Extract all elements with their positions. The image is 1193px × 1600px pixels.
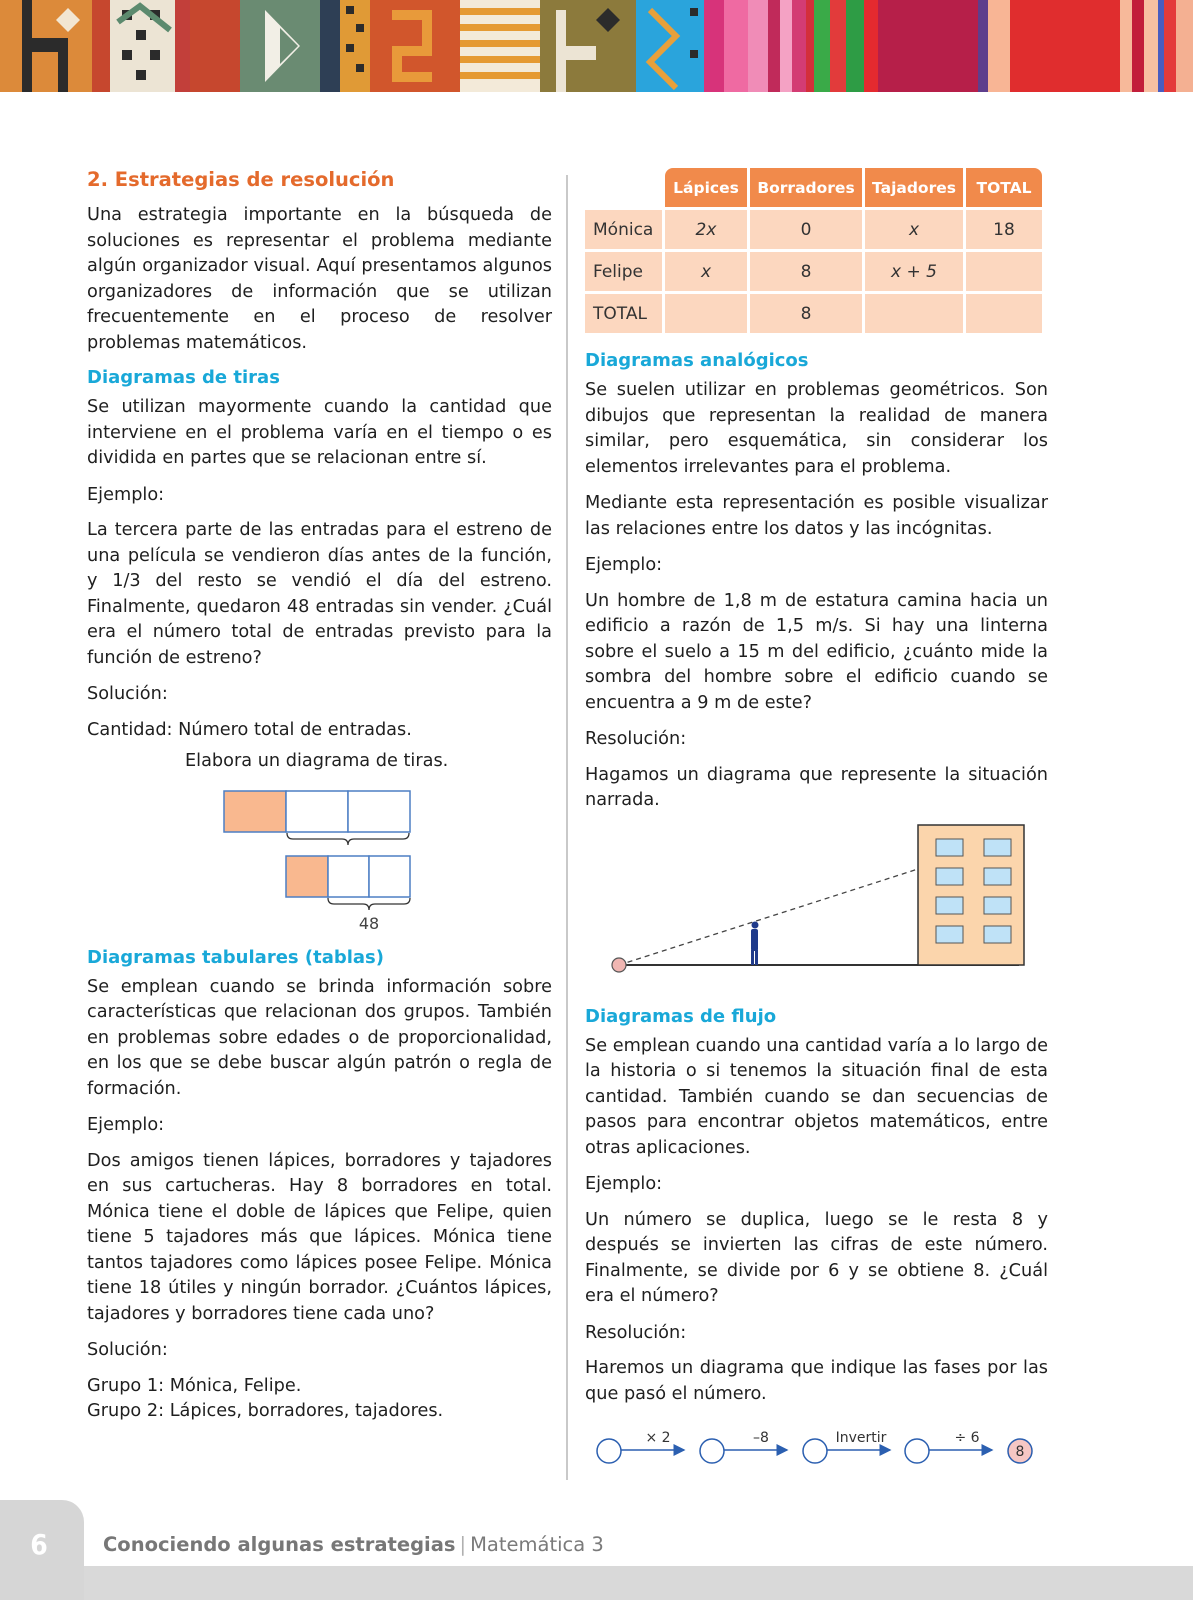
page-number: 6 (30, 1528, 48, 1561)
right-column (585, 168, 1048, 1467)
flow-resolution-label: Resolución: (585, 1322, 687, 1343)
table-row-header: TOTAL (585, 294, 662, 333)
strip-bottom-part (369, 856, 410, 897)
strip-diagrams-heading: Diagramas de tiras (87, 367, 280, 388)
footer-book-title: Matemática 3 (470, 1533, 604, 1556)
tabular-example-label: Ejemplo: (87, 1115, 165, 1135)
table-cell (665, 294, 747, 333)
man-figure (751, 921, 759, 965)
tabular-solution-label: Solución: (87, 1340, 168, 1360)
table-header-cell: Lápices (665, 168, 747, 207)
table-row-header: Mónica (585, 210, 662, 249)
flow-diagram (585, 1417, 1048, 1467)
strip-bottom-brace (328, 898, 410, 910)
flow-node (597, 1439, 621, 1463)
strip-solution-label: Solución: (87, 684, 168, 704)
strip-top-brace (287, 833, 409, 845)
table-cell: 18 (966, 210, 1042, 249)
analog-resolution-label: Resolución: (585, 729, 687, 749)
analog-diagram (585, 822, 1048, 982)
flow-diagrams-description: Se emplean cuando una cantidad varía a lo largo de la historia o si tenemos la situación final de esta cantidad. También cuando se dan secuencias de pasos para encontrar objetos matemáticos, entre otras aplicaciones. (585, 1035, 1048, 1158)
footer-text (103, 1533, 604, 1556)
flow-node (803, 1439, 827, 1463)
footer-bar (0, 1566, 1193, 1600)
analog-diagrams-heading: Diagramas analógicos (585, 350, 809, 371)
table-header-row (585, 168, 1042, 207)
intro-paragraph: Una estrategia importante en la búsqueda de soluciones es representar el problema mediante algún organizador visual. Aquí presentamos algunos organizadores de información que se utilizan frecuentemente en el proceso de resolver problemas matemáticos. (87, 205, 552, 353)
strip-example-text: La tercera parte de las entradas para el estreno de una película se vendieron días antes de la función, y 1/3 del resto se vendió el día del estreno. Finalmente, quedaron 48 entradas sin vender. ¿Cuál era el número total de entradas previsto para la función de estreno? (87, 520, 552, 668)
table-cell: x (865, 210, 963, 249)
table-cell: 0 (750, 210, 862, 249)
tabular-diagrams-description: Se emplean cuando se brinda información sobre características que relacionan dos grupos. También en problemas sobre edades o de proporcionalidad, en los que se debe buscar algún patrón o regla de formación. (87, 976, 552, 1099)
column-divider (566, 175, 568, 1480)
table-row (585, 210, 1042, 249)
flow-final-value: 8 (1015, 1444, 1025, 1460)
strip-diagram (87, 781, 552, 941)
table-header-cell: Borradores (750, 168, 862, 207)
table-header-cell: Tajadores (865, 168, 963, 207)
table-cell (865, 294, 963, 333)
light-ray-line (619, 869, 918, 965)
flow-resolution-text: Haremos un diagrama que indique las fases por las que pasó el número. (585, 1358, 1048, 1404)
flow-step-label: –8 (753, 1430, 769, 1446)
strip-remaining-value: 48 (358, 913, 380, 933)
textile-pattern-image (0, 0, 1193, 92)
analog-example-label: Ejemplo: (585, 555, 663, 575)
footer-book-section: Conociendo algunas estrategias (103, 1533, 456, 1556)
table-corner-cell (585, 168, 662, 207)
strip-bottom-part (328, 856, 369, 897)
table-row (585, 252, 1042, 291)
table-cell: x + 5 (865, 252, 963, 291)
header-banner (0, 0, 1193, 92)
table-row (585, 294, 1042, 333)
strip-diagrams-description: Se utilizan mayormente cuando la cantidad que interviene en el problema varía en el tiempo o es dividida en partes que se relacionan entre sí. (87, 397, 552, 468)
tabular-group-1: Grupo 1: Mónica, Felipe. (87, 1375, 302, 1396)
strip-instruction: Elabora un diagrama de tiras. (185, 751, 449, 771)
analog-diagrams-description-1: Se suelen utilizar en problemas geométricos. Son dibujos que representan la realidad de manera similar, pero esquemática, sin considerar los elementos irrelevantes para el problema. (585, 380, 1048, 477)
flashlight-icon (612, 958, 626, 972)
left-column (87, 168, 552, 1425)
tabular-group-2: Grupo 2: Lápices, borradores, tajadores. (87, 1401, 444, 1421)
table-cell: 8 (750, 252, 862, 291)
tabular-example-text: Dos amigos tienen lápices, borradores y tajadores en sus cartucheras. Hay 8 borradores en total. Mónica tiene el doble de lápices que Felipe, quien tiene 5 tajadores más que lápices. Mónica tiene tantos tajadores como lápices posee Felipe. Mónica tiene 18 útiles y ningún borrador. ¿Cuántos lápices, tajadores y borradores tiene cada uno? (87, 1150, 552, 1324)
flow-example-text: Un número se duplica, luego se le resta 8 y después se invierten las cifras de este número. Finalmente, se divide por 6 y se obtiene 8. ¿Cuál era el número? (585, 1209, 1048, 1306)
table-cell (966, 294, 1042, 333)
table-cell: 2x (665, 210, 747, 249)
footer-separator: | (459, 1533, 467, 1556)
strip-top-shaded-part (224, 791, 286, 832)
flow-step-label: ÷ 6 (954, 1430, 980, 1446)
flow-node (700, 1439, 724, 1463)
flow-example-label: Ejemplo: (585, 1174, 663, 1194)
table-cell (966, 252, 1042, 291)
strip-example-label: Ejemplo: (87, 484, 165, 505)
analog-resolution-text: Hagamos un diagrama que represente la situación narrada. (585, 764, 1048, 810)
table-cell: x (665, 252, 747, 291)
flow-node (905, 1439, 929, 1463)
strip-top-part (286, 791, 348, 832)
strip-top-part (348, 791, 410, 832)
flow-step-label: × 2 (645, 1430, 671, 1446)
tabular-diagrams-heading: Diagramas tabulares (tablas) (87, 946, 384, 968)
table-row-header: Felipe (585, 252, 662, 291)
strip-bottom-shaded-part (286, 856, 328, 897)
analog-diagrams-description-2: Mediante esta representación es posible visualizar las relaciones entre los datos y las incógnitas. (585, 493, 1048, 539)
supplies-table (582, 165, 1045, 336)
flow-step-label: Invertir (835, 1430, 887, 1446)
flow-diagrams-heading: Diagramas de flujo (585, 1005, 777, 1027)
table-header-cell: TOTAL (966, 168, 1042, 207)
strip-quantity-text: Cantidad: Número total de entradas. (87, 719, 412, 740)
section-title: 2. Estrategias de resolución (87, 168, 395, 191)
table-cell: 8 (750, 294, 862, 333)
analog-example-text: Un hombre de 1,8 m de estatura camina hacia un edificio a razón de 1,5 m/s. Si hay una linterna sobre el suelo a 15 m del edificio, ¿cuánto mide la sombra del hombre sobre el edificio cuando se encuentra a 9 m de este? (585, 590, 1048, 713)
